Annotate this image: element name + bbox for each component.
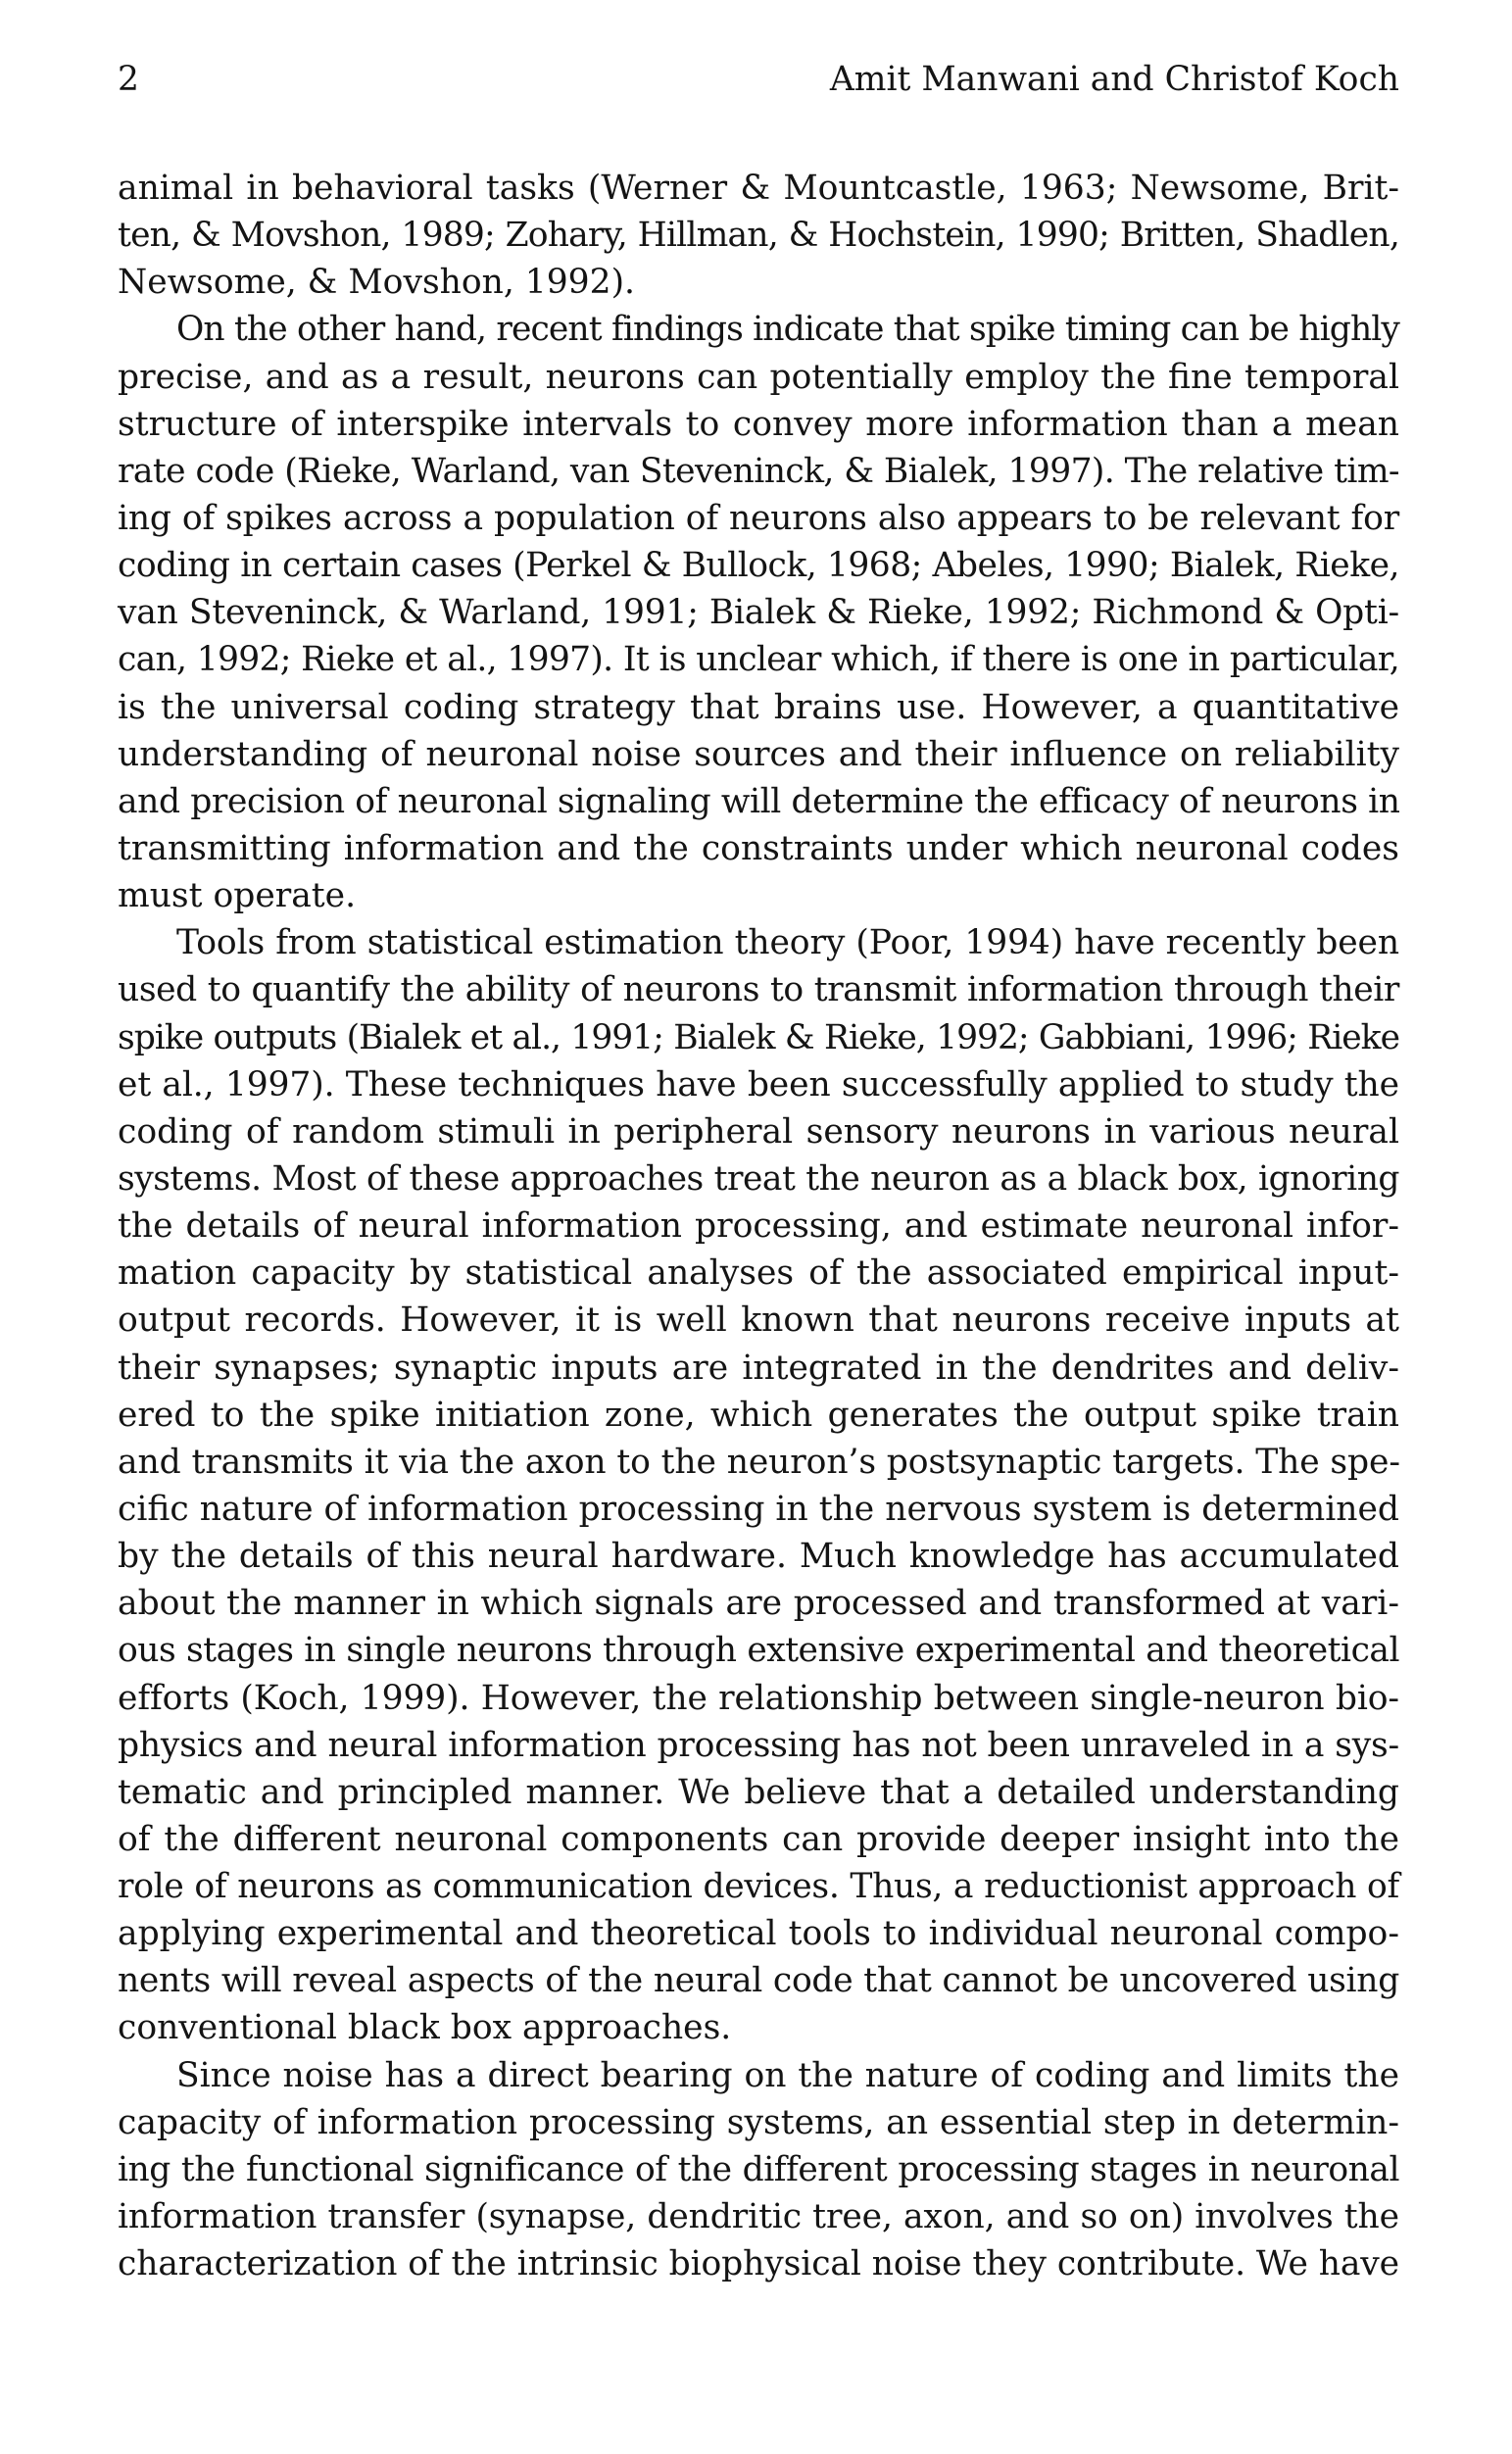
text-line: is the universal coding strategy that brains use. However, a quantitative: [118, 687, 1399, 727]
text-line: ing of spikes across a population of neurons also appears to be relevant for: [118, 498, 1399, 538]
running-head: Amit Manwani and Christof Koch: [829, 60, 1399, 99]
text-line: information transfer (synapse, dendritic tree, axon, and so on) involves the: [118, 2197, 1399, 2237]
text-line: cific nature of information processing in the nervous system is determined: [118, 1489, 1399, 1529]
text-line: On the other hand, recent findings indicate that spike timing can be highly: [176, 310, 1399, 350]
text-line: spike outputs (Bialek et al., 1991; Bialek & Rieke, 1992; Gabbiani, 1996; Rieke: [118, 1017, 1399, 1057]
text-line: coding in certain cases (Perkel & Bullock, 1968; Abeles, 1990; Bialek, Rieke,: [118, 546, 1399, 586]
text-line: efforts (Koch, 1999). However, the relationship between single-neuron bio-: [118, 1678, 1399, 1718]
text-line: Since noise has a direct bearing on the nature of coding and limits the: [176, 2055, 1399, 2095]
text-line: the details of neural information processing, and estimate neuronal infor-: [118, 1206, 1399, 1247]
text-line: Newsome, & Movshon, 1992).: [118, 263, 636, 303]
text-line: characterization of the intrinsic biophysical noise they contribute. We have: [118, 2244, 1399, 2284]
text-line: ten, & Movshon, 1989; Zohary, Hillman, & Hochstein, 1990; Britten, Shadlen,: [118, 216, 1399, 256]
text-line: structure of interspike intervals to convey more information than a mean: [118, 404, 1399, 444]
text-line: van Steveninck, & Warland, 1991; Bialek & Rieke, 1992; Richmond & Opti-: [118, 593, 1399, 633]
text-line: must operate.: [118, 876, 357, 916]
text-line: ous stages in single neurons through extensive experimental and theoretical: [118, 1631, 1399, 1671]
text-line: about the manner in which signals are processed and transformed at vari-: [118, 1584, 1399, 1624]
text-line: nents will reveal aspects of the neural code that cannot be uncovered using: [118, 1961, 1399, 2001]
text-line: rate code (Rieke, Warland, van Steveninck, & Bialek, 1997). The relative tim-: [118, 451, 1399, 491]
text-line: animal in behavioral tasks (Werner & Mountcastle, 1963; Newsome, Brit-: [118, 169, 1399, 208]
running-header: [118, 55, 1399, 104]
body-text: [118, 165, 1399, 2287]
text-line: role of neurons as communication devices. Thus, a reductionist approach of: [118, 1867, 1399, 1907]
text-line: systems. Most of these approaches treat the neuron as a black box, ignoring: [118, 1158, 1399, 1199]
text-line: output records. However, it is well known that neurons receive inputs at: [118, 1301, 1399, 1341]
text-line: et al., 1997). These techniques have been successfully applied to study the: [118, 1064, 1399, 1104]
text-line: conventional black box approaches.: [118, 2008, 732, 2048]
text-line: and transmits it via the axon to the neuron’s postsynaptic targets. The spe-: [118, 1442, 1400, 1482]
text-line: and precision of neuronal signaling will determine the efficacy of neurons in: [118, 781, 1400, 821]
text-line: their synapses; synaptic inputs are integrated in the dendrites and deliv-: [118, 1348, 1399, 1388]
text-line: used to quantify the ability of neurons to transmit information through their: [118, 970, 1399, 1010]
text-line: by the details of this neural hardware. Much knowledge has accumulated: [118, 1537, 1399, 1577]
text-line: transmitting information and the constraints under which neuronal codes: [118, 828, 1399, 868]
text-line: precise, and as a result, neurons can potentially employ the fine temporal: [118, 357, 1399, 397]
text-line: physics and neural information processing has not been unraveled in a sys-: [118, 1725, 1399, 1765]
text-line: ered to the spike initiation zone, which generates the output spike train: [118, 1395, 1399, 1435]
text-line: ing the functional significance of the different processing stages in neuronal: [118, 2149, 1399, 2189]
text-line: mation capacity by statistical analyses of the associated empirical input-: [118, 1253, 1399, 1294]
text-line: capacity of information processing systems, an essential step in determin-: [118, 2102, 1399, 2142]
text-line: coding of random stimuli in peripheral sensory neurons in various neural: [118, 1111, 1399, 1152]
text-line: tematic and principled manner. We believe that a detailed understanding: [118, 1772, 1399, 1812]
text-line: Tools from statistical estimation theory (Poor, 1994) have recently been: [176, 923, 1399, 963]
text-line: can, 1992; Rieke et al., 1997). It is unclear which, if there is one in particular,: [118, 640, 1399, 680]
text-line: of the different neuronal components can provide deeper insight into the: [118, 1819, 1399, 1859]
text-line: applying experimental and theoretical tools to individual neuronal compo-: [118, 1914, 1399, 1954]
text-line: understanding of neuronal noise sources and their influence on reliability: [118, 734, 1399, 774]
page-number: 2: [118, 60, 139, 99]
